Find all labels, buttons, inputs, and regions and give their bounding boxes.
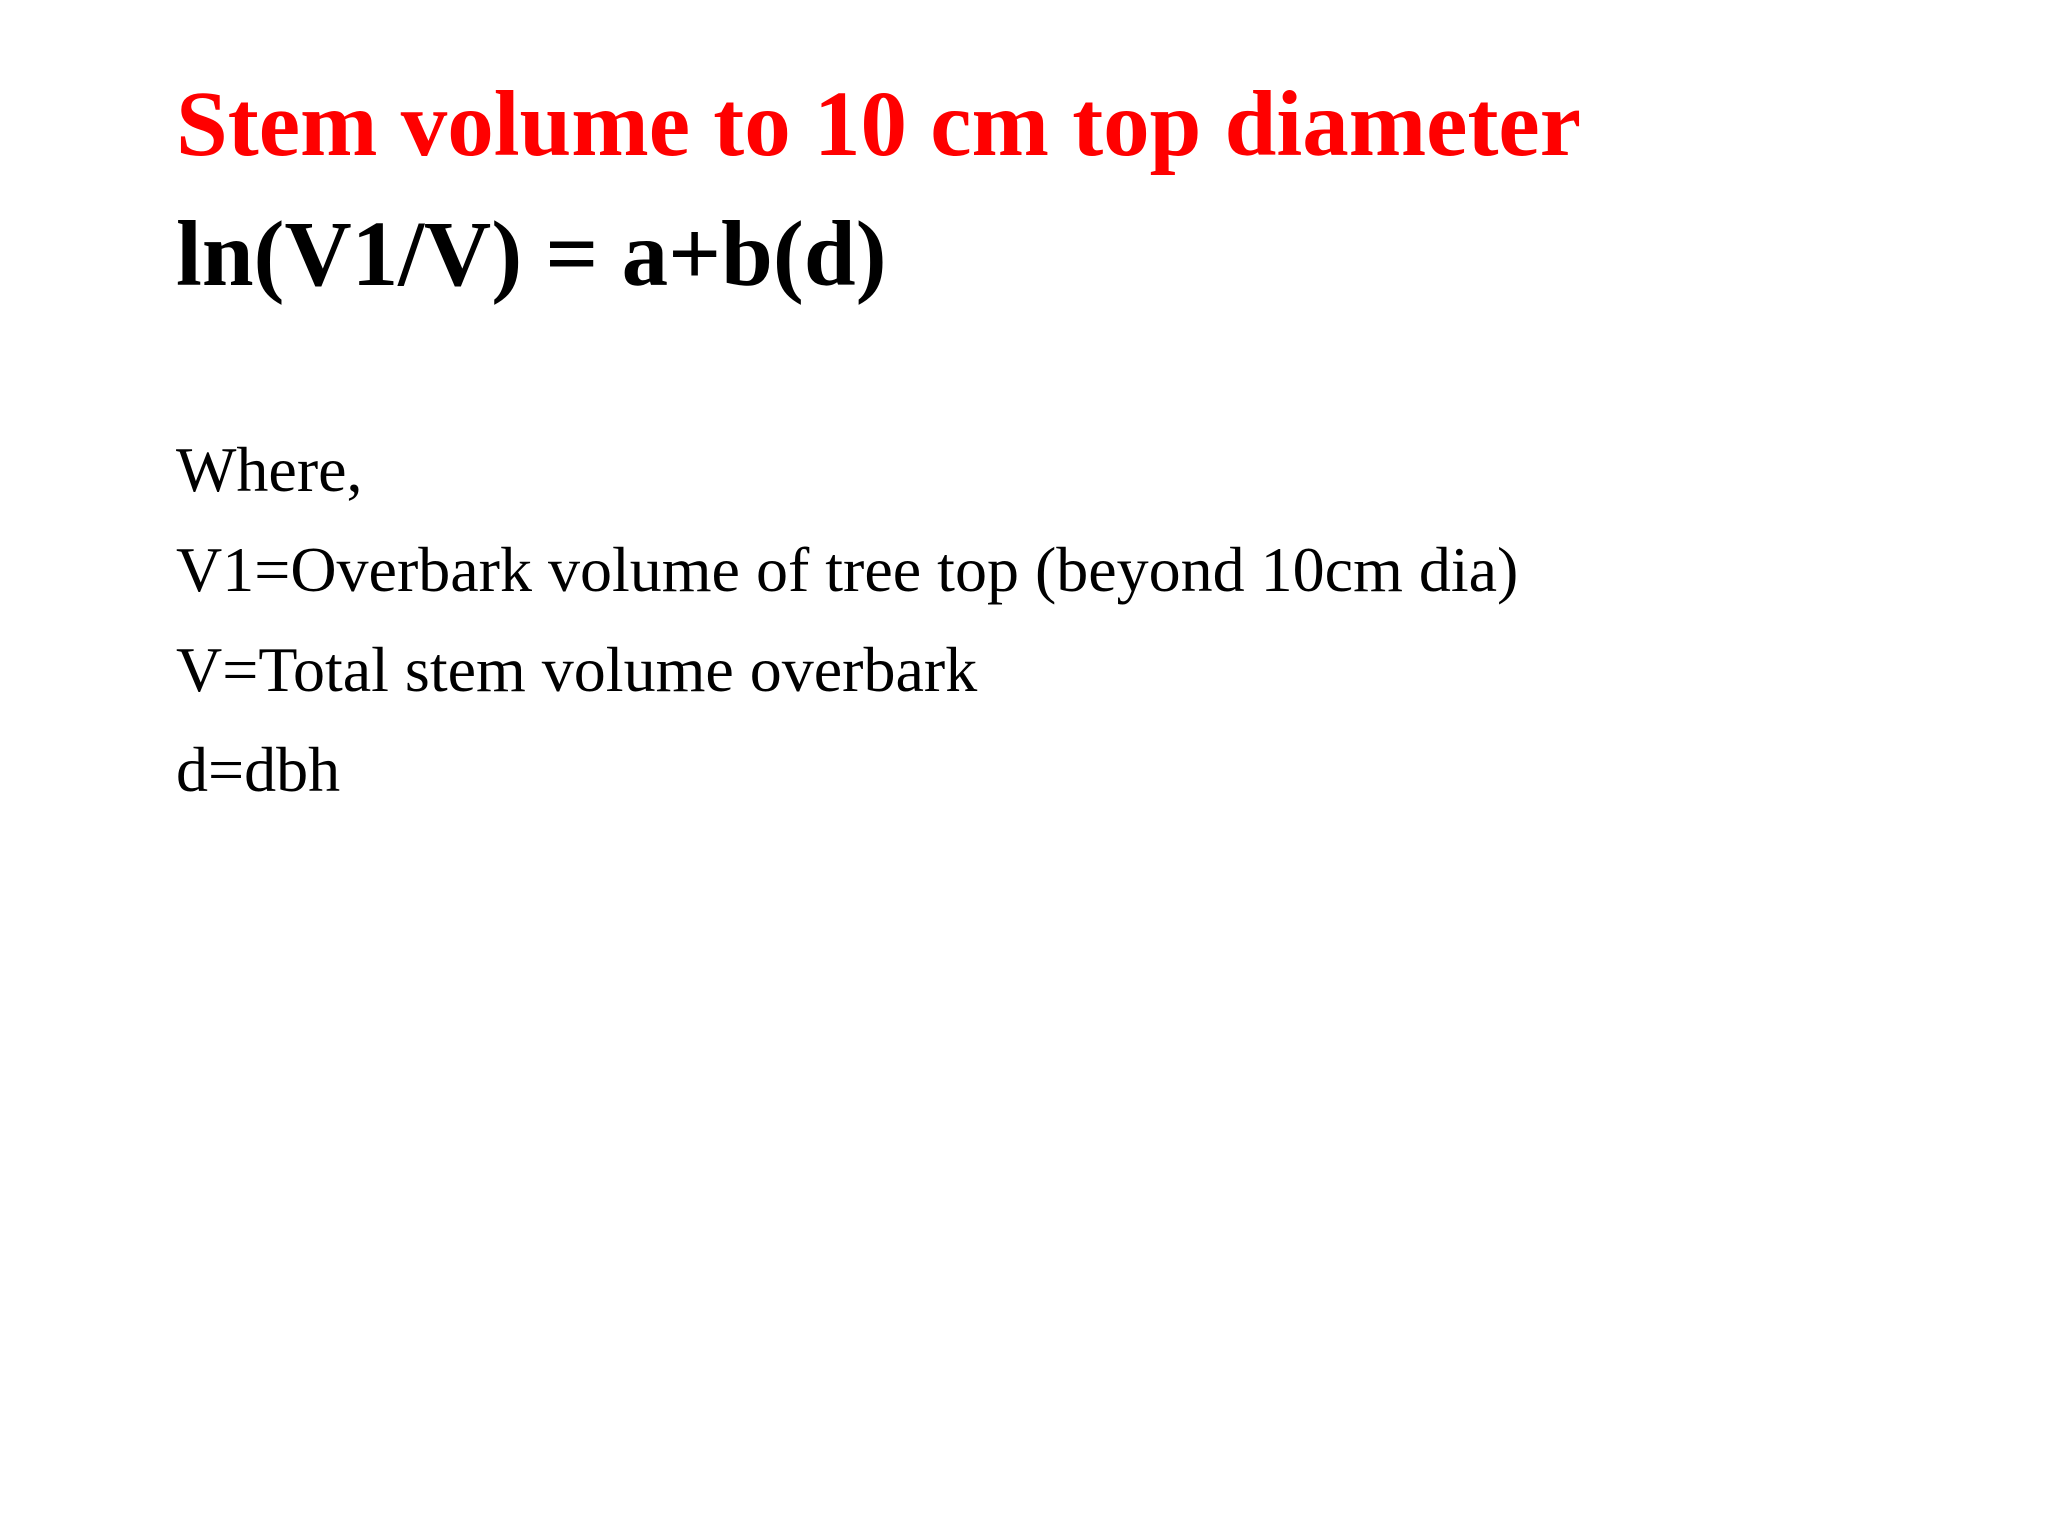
definition-v1: V1=Overbark volume of tree top (beyond 10cm dia) bbox=[176, 534, 1519, 605]
formula: ln(V1/V) = a+b(d) bbox=[176, 203, 887, 306]
where-label: Where, bbox=[176, 434, 363, 505]
definition-v: V=Total stem volume overbark bbox=[176, 634, 978, 705]
slide-title: Stem volume to 10 cm top diameter bbox=[176, 73, 1581, 176]
definition-list bbox=[176, 420, 1518, 820]
definition-d: d=dbh bbox=[176, 734, 341, 805]
